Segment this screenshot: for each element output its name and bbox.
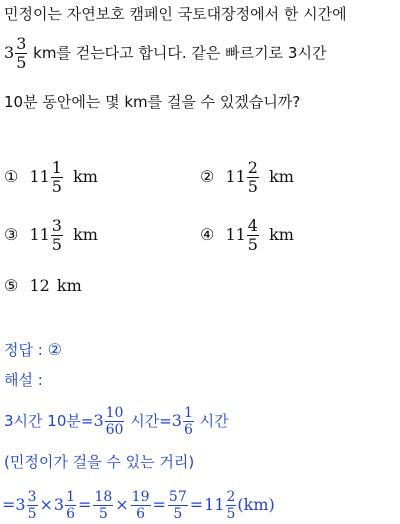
- option-marker: ①: [4, 167, 19, 186]
- option-unit: km: [56, 276, 82, 295]
- step3-eq: =: [152, 495, 166, 514]
- step3-fraction-6: [226, 490, 237, 521]
- option-unit: km: [73, 167, 98, 186]
- step3-fraction-6-den: 5: [226, 506, 236, 522]
- step1-fraction-1: [105, 406, 125, 437]
- step3-unit: (km): [237, 495, 275, 514]
- option-5: [4, 276, 82, 296]
- option-marker: ⑤: [4, 276, 19, 295]
- step3-fraction-3-num: 18: [94, 489, 113, 505]
- step3-whole-6: 11: [204, 495, 225, 514]
- problem-fraction-den: 5: [16, 53, 27, 72]
- step1-text-c: 시간: [194, 412, 229, 430]
- step1-fraction-1-den: 60: [105, 422, 124, 438]
- step3-fraction-5-num: 57: [168, 489, 187, 505]
- option-4: [200, 218, 294, 253]
- step3-fraction-6-num: 2: [226, 489, 236, 505]
- explanation-step-3: [2, 490, 275, 521]
- problem-whole: 3: [4, 43, 15, 62]
- step3-fraction-1: [27, 490, 38, 521]
- step1-whole-1: 3: [93, 411, 104, 430]
- step3-whole-1: 3: [15, 495, 26, 514]
- step3-whole-2: 3: [53, 495, 65, 514]
- step3-fraction-1-num: 3: [27, 489, 37, 505]
- option-fraction: [51, 218, 63, 253]
- step3-fraction-2: [65, 490, 76, 521]
- option-fraction-num: 3: [51, 216, 62, 235]
- step1-fraction-1-num: 10: [105, 405, 124, 421]
- answer-value: ②: [47, 340, 62, 359]
- step1-whole-2: 3: [171, 411, 182, 430]
- step3-fraction-4-num: 19: [131, 489, 150, 505]
- explanation-label: 해설 :: [4, 371, 43, 389]
- explanation-step-2: (민정이가 걸을 수 있는 거리): [4, 453, 195, 471]
- problem-fraction: [15, 36, 27, 71]
- option-whole: 11: [29, 167, 50, 186]
- answer-line: [4, 340, 62, 360]
- step3-fraction-4: [131, 490, 151, 521]
- step1-text-b: 시간=: [125, 412, 172, 430]
- option-1: [4, 160, 98, 195]
- step3-fraction-2-num: 1: [66, 489, 76, 505]
- step3-eq: =: [78, 495, 92, 514]
- option-unit: km: [73, 225, 98, 244]
- option-fraction-den: 5: [51, 177, 62, 196]
- option-marker: ②: [200, 167, 215, 186]
- step3-eq: =: [2, 495, 16, 514]
- option-fraction: [51, 160, 63, 195]
- option-unit: km: [269, 225, 294, 244]
- option-2: [200, 160, 294, 195]
- option-marker: ④: [200, 225, 215, 244]
- option-fraction-den: 5: [51, 235, 62, 254]
- answer-label: 정답 :: [4, 341, 48, 359]
- step1-fraction-2-den: 6: [183, 422, 193, 438]
- problem-line-2-rest: km를 걷는다고 합니다. 같은 빠르기로 3시간: [28, 44, 327, 62]
- problem-line-2: [4, 36, 326, 71]
- step1-text-a: 3시간 10분=: [4, 412, 94, 430]
- option-whole: 11: [29, 225, 50, 244]
- step3-times: ×: [39, 495, 53, 514]
- option-whole: 11: [225, 167, 246, 186]
- option-fraction: [247, 218, 259, 253]
- step3-fraction-4-den: 6: [136, 506, 146, 522]
- option-whole: 11: [225, 225, 246, 244]
- step1-fraction-2-num: 1: [183, 405, 193, 421]
- problem-fraction-num: 3: [16, 34, 27, 53]
- option-fraction-num: 4: [247, 216, 258, 235]
- option-fraction-num: 1: [51, 158, 62, 177]
- explanation-step-1: [4, 406, 229, 437]
- problem-line-3: 10분 동안에는 몇 km를 걸을 수 있겠습니까?: [4, 93, 301, 111]
- step3-fraction-3-den: 5: [98, 506, 108, 522]
- option-fraction-den: 5: [247, 235, 258, 254]
- step3-fraction-3: [93, 490, 113, 521]
- step3-fraction-5: [168, 490, 188, 521]
- option-marker: ③: [4, 225, 19, 244]
- problem-line-1: 민정이는 자연보호 캠페인 국토대장정에서 한 시간에: [4, 5, 347, 23]
- step3-eq: =: [189, 495, 204, 514]
- step3-fraction-2-den: 6: [66, 506, 76, 522]
- step1-fraction-2: [183, 406, 194, 437]
- option-whole: 12: [29, 276, 50, 295]
- option-3: [4, 218, 98, 253]
- step3-fraction-1-den: 5: [27, 506, 37, 522]
- step3-times: ×: [115, 495, 129, 514]
- option-fraction-num: 2: [247, 158, 258, 177]
- option-fraction: [247, 160, 259, 195]
- option-fraction-den: 5: [247, 177, 258, 196]
- step3-fraction-5-den: 5: [173, 506, 183, 522]
- option-unit: km: [269, 167, 294, 186]
